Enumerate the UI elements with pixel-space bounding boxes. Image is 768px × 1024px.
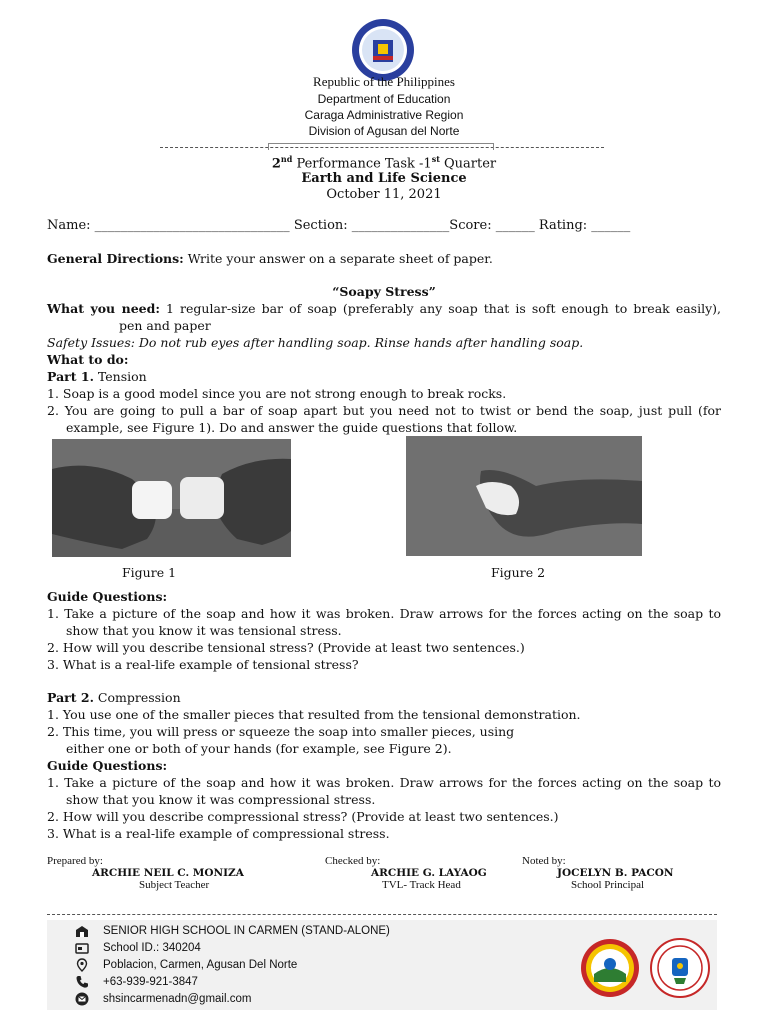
checked-by-block [325, 855, 525, 891]
school-seal [650, 938, 710, 998]
school-footer [47, 920, 717, 1010]
figure1-caption: Figure 1 [122, 565, 177, 580]
school-icon [75, 924, 89, 938]
part2-question-3: 3. What is a real-life example of compressional stress. [47, 826, 390, 841]
task-date: October 11, 2021 [326, 187, 442, 202]
part1-question-1: 1. Take a picture of the soap and how it was broken. Draw arrows for the forces acting on the soap to show that you know it was tensional stress. [47, 606, 721, 638]
part2-guide-label: Guide Questions: [47, 758, 168, 773]
location-pin-icon [75, 958, 89, 972]
safety-issues: Safety Issues: Do not rub eyes after handling soap. Rinse hands after handling soap. [47, 335, 584, 350]
name-field: Name: ______________________________ [47, 218, 290, 233]
prepared-name: ARCHIE NEIL C. MONIZA [92, 867, 244, 879]
footer-phone-row [75, 974, 198, 991]
division-line: Division of Agusan del Norte [308, 124, 460, 138]
figure2-photo [406, 436, 642, 556]
general-directions: General Directions: Write your answer on a separate sheet of paper. [47, 251, 493, 266]
activity-title: “Soapy Stress” [332, 284, 436, 299]
part2-step-1: 1. You use one of the smaller pieces that resulted from the tensional demonstration. [47, 707, 581, 722]
department-line: Department of Education [317, 92, 451, 106]
what-to-do: What to do: [47, 352, 129, 367]
part1-questions [47, 605, 721, 673]
part2-step-2: 2. This time, you will press or squeeze the soap into smaller pieces, using [47, 724, 515, 739]
part1-heading: Part 1. Tension [47, 369, 147, 384]
part1-steps [47, 385, 721, 436]
subject-title: Earth and Life Science [301, 171, 467, 186]
footer-address-row [75, 957, 297, 974]
part2-heading: Part 2. Compression [47, 690, 181, 705]
part1-guide-label: Guide Questions: [47, 589, 168, 604]
checked-name: ARCHIE G. LAYAOG [371, 867, 487, 879]
what-you-need: What you need: 1 regular-size bar of soap (preferably any soap that is soft enough to break easily), pen and paper [47, 301, 721, 333]
task-title: 2nd Performance Task -1st Quarter [271, 154, 497, 172]
region-line: Caraga Administrative Region [304, 108, 464, 122]
student-fields [47, 217, 727, 234]
prepared-by-block [47, 855, 307, 891]
email-icon [75, 992, 89, 1006]
part1-step-1: 1. Soap is a good model since you are not strong enough to break rocks. [47, 386, 507, 401]
part2-questions [47, 774, 721, 842]
noted-by-block [522, 855, 722, 891]
rating-field: Rating: ______ [538, 218, 631, 233]
noted-label: Noted by: [522, 855, 566, 867]
footer-divider [47, 914, 717, 915]
footer-id-row [75, 940, 201, 957]
score-field: Score: ______ [449, 218, 535, 233]
phone-icon [75, 975, 89, 989]
part2-question-1: 1. Take a picture of the soap and how it was broken. Draw arrows for the forces acting on the soap to show that you know it was compressional stress. [47, 775, 721, 807]
part2-question-2: 2. How will you describe compressional stress? (Provide at least two sentences.) [47, 809, 559, 824]
footer-phone: +63-939-921-3847 [103, 976, 198, 988]
republic-line: Republic of the Philippines [313, 74, 455, 89]
figure1-photo [52, 439, 291, 557]
footer-school-row [75, 923, 390, 940]
footer-email: shsincarmenadn@gmail.com [103, 993, 252, 1005]
part2-step-2-cont: either one or both of your hands (for example, see Figure 2). [66, 741, 452, 756]
header-divider-box [268, 143, 494, 150]
division-seal [580, 938, 640, 998]
figure2-caption: Figure 2 [491, 565, 546, 580]
prepared-title: Subject Teacher [139, 879, 210, 891]
id-card-icon [75, 941, 89, 955]
footer-school-name: SENIOR HIGH SCHOOL IN CARMEN (STAND-ALONE) [103, 925, 390, 937]
footer-email-row [75, 991, 251, 1008]
section-field: Section: _______________ [293, 218, 450, 233]
footer-address: Poblacion, Carmen, Agusan Del Norte [103, 959, 298, 971]
checked-title: TVL- Track Head [382, 879, 461, 891]
part2-steps [47, 706, 721, 757]
deped-seal [351, 18, 415, 82]
noted-name: JOCELYN B. PACON [557, 867, 674, 879]
noted-title: School Principal [571, 879, 645, 891]
part1-step-2: 2. You are going to pull a bar of soap apart but you need not to twist or bend the soap, just pull (for example, see Figure 1). Do and answer the guide questions that follow. [47, 403, 721, 435]
prepared-label: Prepared by: [47, 855, 103, 867]
footer-school-id: School ID.: 340204 [103, 942, 201, 954]
part1-question-2: 2. How will you describe tensional stress? (Provide at least two sentences.) [47, 640, 525, 655]
part1-question-3: 3. What is a real-life example of tensional stress? [47, 657, 359, 672]
checked-label: Checked by: [325, 855, 381, 867]
